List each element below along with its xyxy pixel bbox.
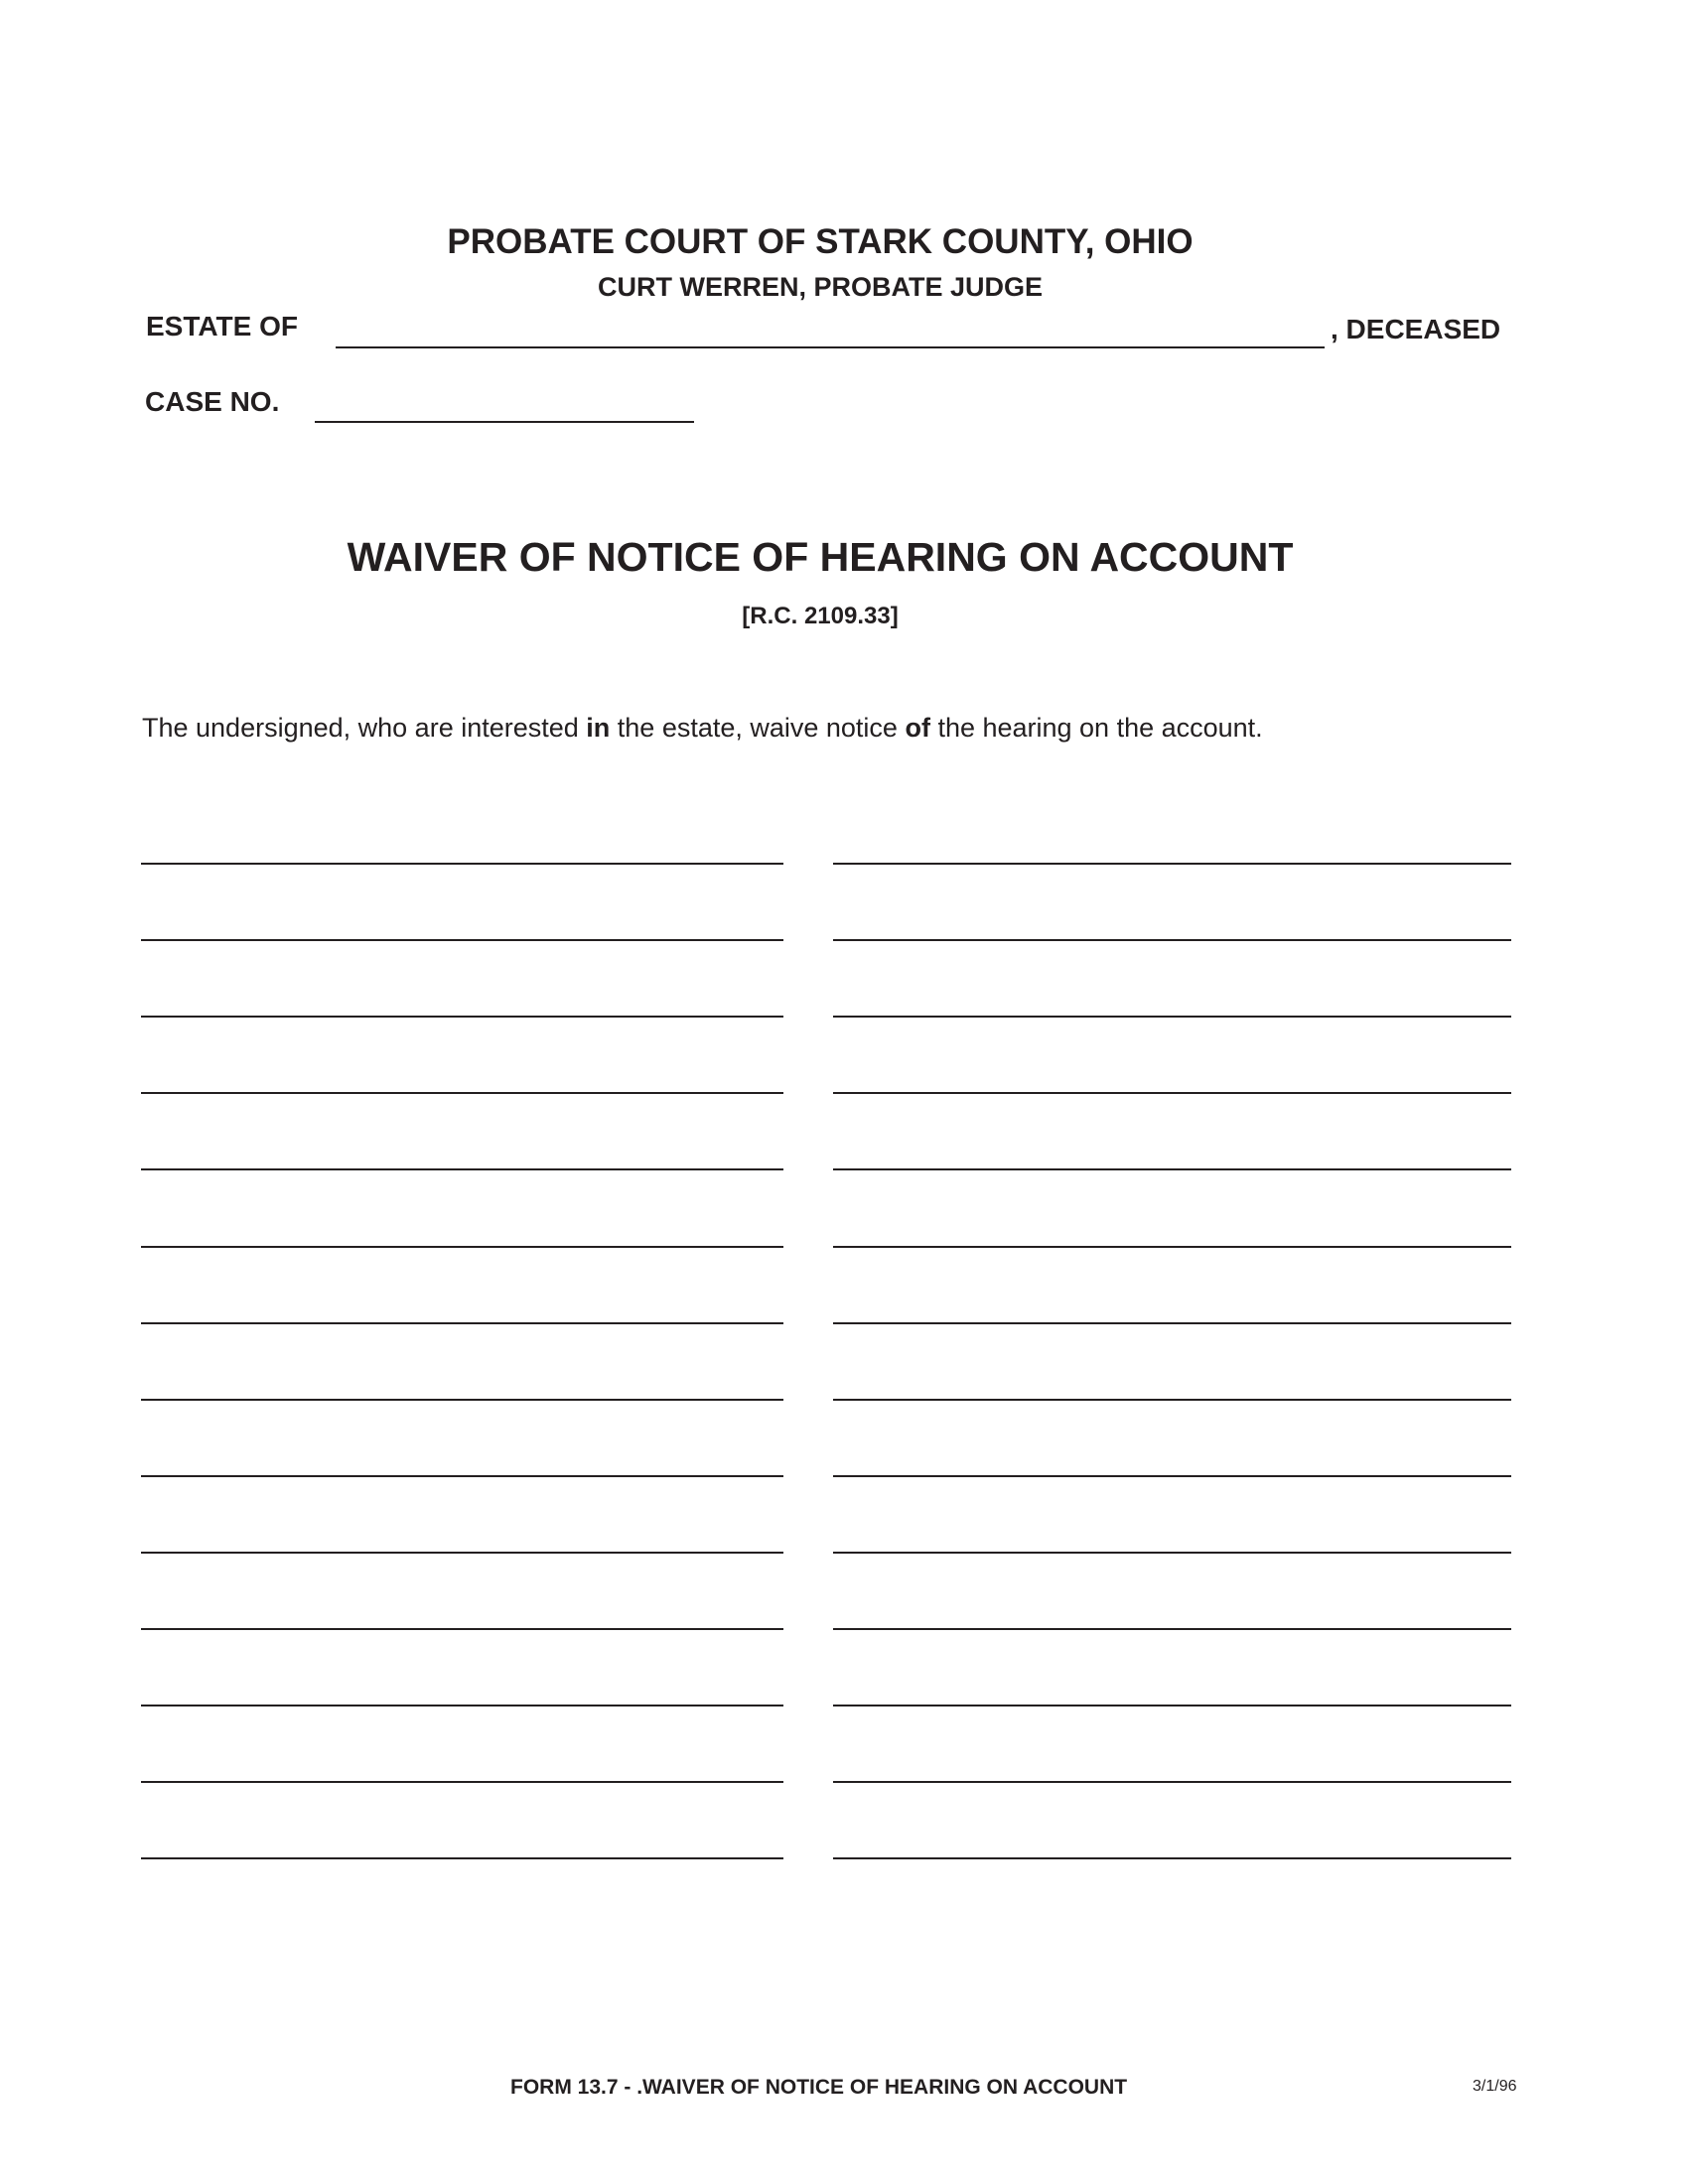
signature-line-right[interactable]: [833, 1399, 1511, 1401]
signature-line-left[interactable]: [141, 1857, 783, 1859]
statement-text: in: [586, 713, 611, 743]
statement-text: of: [905, 713, 930, 743]
signature-line-left[interactable]: [141, 1092, 783, 1094]
signature-line-right[interactable]: [833, 1475, 1511, 1477]
signature-line-left[interactable]: [141, 863, 783, 865]
footer-revision-date: 3/1/96: [1473, 2078, 1517, 2095]
signature-line-left[interactable]: [141, 1399, 783, 1401]
signature-line-left[interactable]: [141, 1628, 783, 1630]
statement-text: The undersigned, who are interested: [142, 713, 587, 743]
signature-line-right[interactable]: [833, 1781, 1511, 1783]
signature-line-left[interactable]: [141, 1705, 783, 1706]
signature-line-left[interactable]: [141, 1475, 783, 1477]
signature-line-right[interactable]: [833, 1552, 1511, 1554]
statement-text: the hearing on the account.: [929, 713, 1263, 743]
signature-line-right[interactable]: [833, 1016, 1511, 1018]
statute-reference: [R.C. 2109.33]: [742, 603, 899, 629]
footer-form-title: FORM 13.7 - .WAIVER OF NOTICE OF HEARING ON ACCOUNT: [510, 2076, 1128, 2099]
signature-line-right[interactable]: [833, 1857, 1511, 1859]
signature-line-right[interactable]: [833, 1322, 1511, 1324]
signature-line-left[interactable]: [141, 1016, 783, 1018]
judge-name: CURT WERREN, PROBATE JUDGE: [597, 272, 1044, 302]
statement-text: the estate, waive notice: [610, 713, 906, 743]
document-title: WAIVER OF NOTICE OF HEARING ON ACCOUNT: [347, 534, 1294, 580]
signature-line-left[interactable]: [141, 1246, 783, 1248]
deceased-label: , DECEASED: [1331, 314, 1501, 344]
estate-label: ESTATE OF: [146, 311, 298, 341]
signature-line-right[interactable]: [833, 1705, 1511, 1706]
court-name: PROBATE COURT OF STARK COUNTY, OHIO: [447, 222, 1194, 261]
signature-line-left[interactable]: [141, 939, 783, 941]
estate-name-field[interactable]: [336, 346, 1325, 348]
signature-line-left[interactable]: [141, 1781, 783, 1783]
case-number-label: CASE NO.: [145, 386, 280, 417]
signature-line-left[interactable]: [141, 1168, 783, 1170]
signature-line-right[interactable]: [833, 1092, 1511, 1094]
signature-line-right[interactable]: [833, 1168, 1511, 1170]
signature-line-left[interactable]: [141, 1552, 783, 1554]
signature-line-right[interactable]: [833, 863, 1511, 865]
signature-line-left[interactable]: [141, 1322, 783, 1324]
signature-line-right[interactable]: [833, 939, 1511, 941]
case-number-field[interactable]: [315, 421, 694, 423]
waiver-statement: [142, 713, 1263, 744]
signature-line-right[interactable]: [833, 1246, 1511, 1248]
signature-line-right[interactable]: [833, 1628, 1511, 1630]
